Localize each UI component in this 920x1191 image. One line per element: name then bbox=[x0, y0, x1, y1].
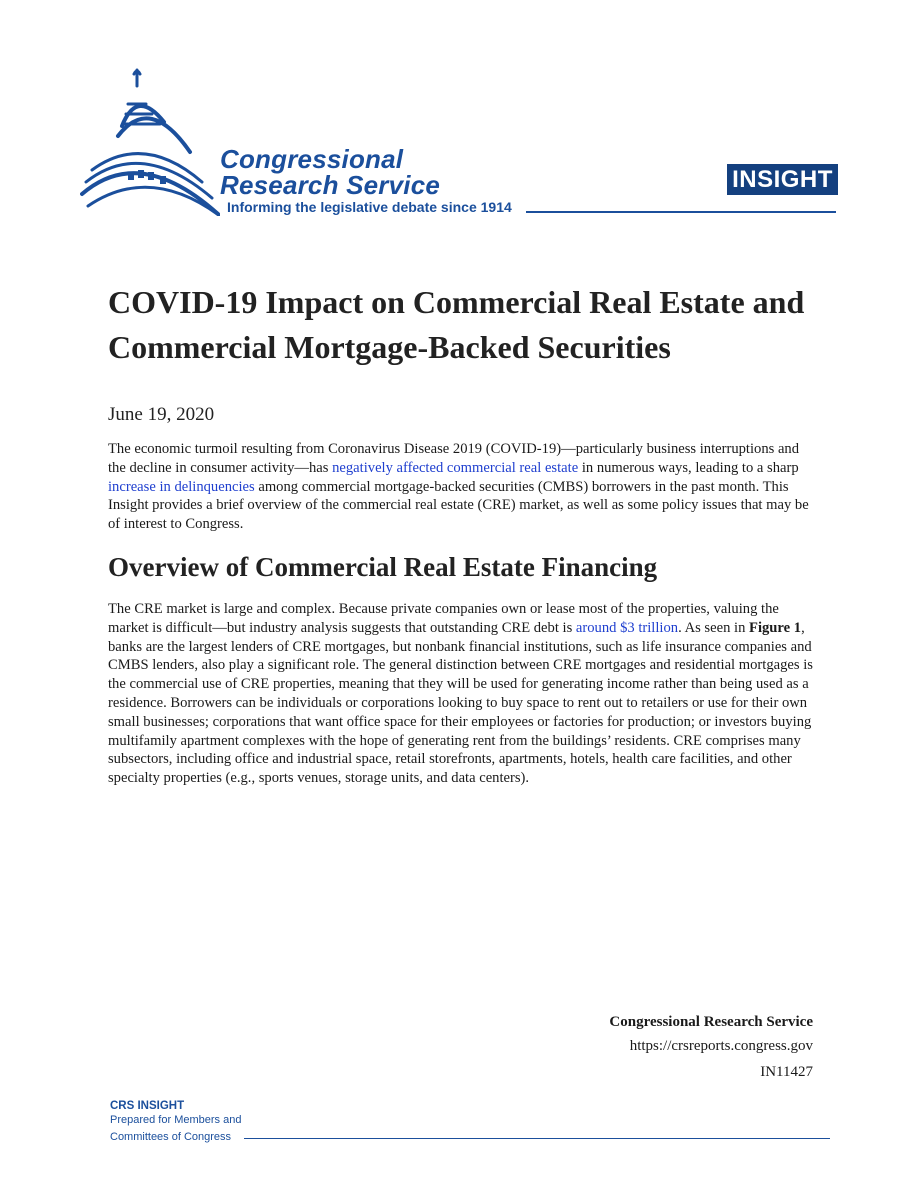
overview-text-3: , banks are the largest lenders of CRE mortgages, but nonbank financial institutions, such as life insurance companies and CMBS lenders, also play a significant role. The general distinction between CRE mortgages and residential mortgages is the commercial use of CRE properties, meaning that they will be used for generating income rather than being used as a residence. Borrowers can be individuals or corporations looking to buy space to rent out to retailers or use for their own small businesses; corporations that want office space for their employees or factories for production; or investors buying multifamily apartment complexes with the hope of generating rent from the buildings’ residents. CRE comprises many subsectors, including office and industrial space, retail storefronts, apartments, hotels, health care facilities, and other specialty properties (e.g., sports venues, storage units, and data centers). bbox=[108, 619, 813, 787]
intro-text-1: The economic turmoil resulting from Coronavirus Disease 2019 (COVID-19)—particularly business interruptions and the decline in consumer activity—has bbox=[108, 441, 800, 476]
capitol-dome-logo bbox=[80, 64, 220, 216]
brand-name-line1: Congressional bbox=[220, 144, 404, 174]
overview-paragraph bbox=[108, 600, 814, 788]
intro-text-3: among commercial mortgage-backed securities (CMBS) borrowers in the past month. This Insight provides a brief overview of the commercial real estate (CRE) market, as well as some policy issues that may be of interest to Congress. bbox=[108, 478, 809, 533]
brand-tagline: Informing the legislative debate since 1914 bbox=[227, 199, 512, 215]
link-increase-in-delinquencies[interactable]: increase in delinquencies bbox=[108, 478, 255, 495]
link-around-3-trillion[interactable]: around $3 trillion bbox=[575, 619, 679, 636]
figure-reference: Figure 1 bbox=[749, 619, 802, 636]
brand-name-line2: Research Service bbox=[220, 170, 441, 200]
link-negatively-affected-cre[interactable]: negatively affected commercial real estate bbox=[332, 459, 579, 476]
header-divider bbox=[526, 211, 836, 213]
footer-prepared-for: Prepared for Members and bbox=[110, 1114, 242, 1126]
report-number: IN11427 bbox=[760, 1064, 813, 1080]
section-heading: Overview of Commercial Real Estate Financing bbox=[108, 552, 658, 582]
overview-text-2: . As seen in bbox=[678, 619, 750, 636]
intro-paragraph bbox=[108, 440, 814, 534]
footer-committees: Committees of Congress bbox=[110, 1131, 232, 1143]
footer-organization: Congressional Research Service bbox=[609, 1014, 813, 1030]
footer-divider bbox=[244, 1138, 830, 1139]
insight-badge: INSIGHT bbox=[727, 164, 838, 195]
document-title: COVID-19 Impact on Commercial Real Estate and Commercial Mortgage-Backed Securities bbox=[108, 284, 805, 365]
overview-text-1: The CRE market is large and complex. Because private companies own or lease most of the properties, valuing the market is difficult—but industry analysis suggests that outstanding CRE debt is bbox=[108, 601, 779, 636]
footer-url[interactable]: https://crsreports.congress.gov bbox=[629, 1038, 813, 1054]
publication-date: June 19, 2020 bbox=[108, 404, 215, 425]
intro-text-2: in numerous ways, leading to a sharp bbox=[578, 459, 799, 476]
footer-crs-insight-label: CRS INSIGHT bbox=[110, 1100, 185, 1112]
